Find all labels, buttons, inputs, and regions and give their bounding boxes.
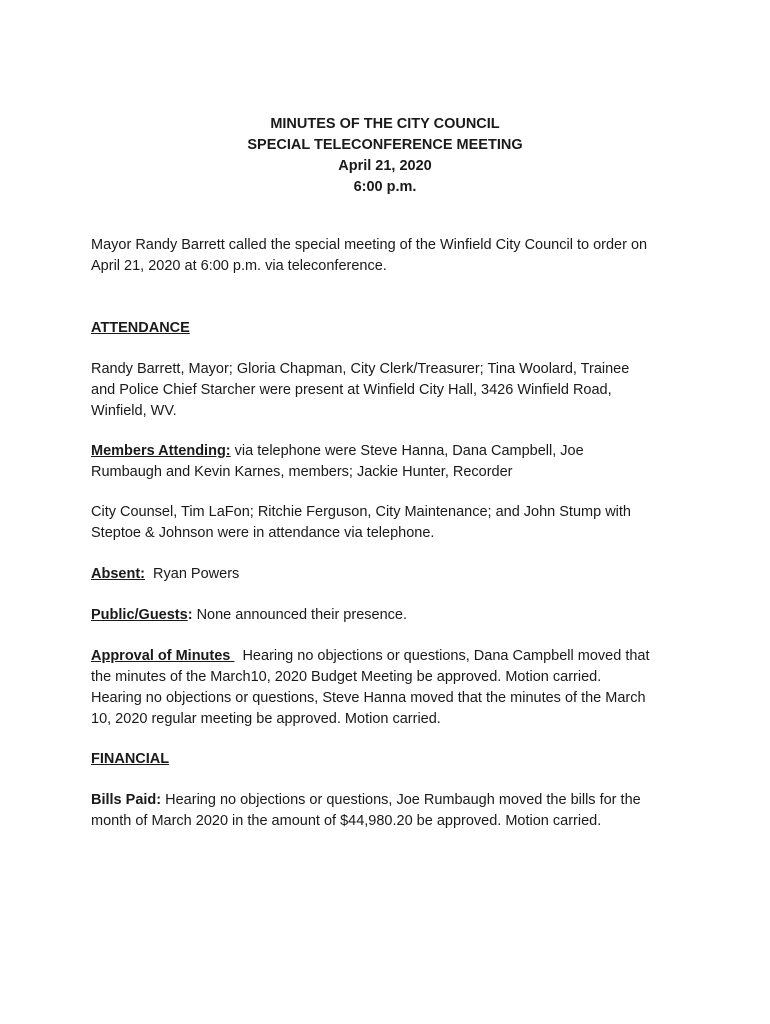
members-line: Rumbaugh and Kevin Karnes, members; Jackie Hunter, Recorder <box>91 464 513 480</box>
absent-text: Ryan Powers <box>144 566 240 582</box>
approval-line: 10, 2020 regular meeting be approved. Motion carried. <box>91 711 441 727</box>
intro-paragraph <box>91 235 691 277</box>
attendance-heading-text: ATTENDANCE <box>91 320 190 336</box>
approval-text: Hearing no objections or questions, Dana Campbell moved that <box>234 648 650 664</box>
approval-line: the minutes of the March10, 2020 Budget Meeting be approved. Motion carried. <box>91 669 602 685</box>
present-line: Winfield, WV. <box>91 403 177 419</box>
header-subtitle: SPECIAL TELECONFERENCE MEETING <box>247 137 523 153</box>
counsel-line: Steptoe & Johnson were in attendance via telephone. <box>91 525 435 541</box>
intro-line: April 21, 2020 at 6:00 p.m. via teleconference. <box>91 258 387 274</box>
approval-line <box>91 646 691 667</box>
bills-paragraph <box>91 790 691 832</box>
public-paragraph <box>91 605 691 626</box>
present-line: and Police Chief Starcher were present at Winfield City Hall, 3426 Winfield Road, <box>91 382 612 398</box>
present-line: Randy Barrett, Mayor; Gloria Chapman, City Clerk/Treasurer; Tina Woolard, Trainee <box>91 361 630 377</box>
absent-paragraph <box>91 564 691 585</box>
bills-line: month of March 2020 in the amount of $44,980.20 be approved. Motion carried. <box>91 813 602 829</box>
public-label: Public/Guests <box>91 607 188 623</box>
attendance-heading <box>91 318 691 339</box>
financial-heading-text: FINANCIAL <box>91 751 170 767</box>
counsel-line: City Counsel, Tim LaFon; Ritchie Ferguson, City Maintenance; and John Stump with <box>91 504 631 520</box>
public-text: None announced their presence. <box>192 607 407 623</box>
members-line <box>91 441 691 462</box>
financial-heading <box>91 749 691 770</box>
header-date: April 21, 2020 <box>338 158 432 174</box>
present-paragraph <box>91 359 691 422</box>
header-title: MINUTES OF THE CITY COUNCIL <box>270 116 500 132</box>
public-colon: : <box>187 607 193 623</box>
bills-line <box>91 790 691 811</box>
approval-label: Approval of Minutes <box>91 648 235 664</box>
counsel-paragraph <box>91 502 691 544</box>
bills-label: Bills Paid: <box>91 792 162 808</box>
approval-line: Hearing no objections or questions, Steve Hanna moved that the minutes of the March <box>91 690 646 706</box>
header-time: 6:00 p.m. <box>353 179 417 195</box>
members-label: Members Attending: <box>91 443 231 459</box>
absent-label: Absent: <box>91 566 145 582</box>
document-header <box>0 114 770 198</box>
members-paragraph <box>91 441 691 483</box>
intro-line: Mayor Randy Barrett called the special meeting of the Winfield City Council to order on <box>91 237 648 253</box>
members-text: via telephone were Steve Hanna, Dana Campbell, Joe <box>230 443 584 459</box>
approval-paragraph <box>91 646 691 730</box>
bills-text: Hearing no objections or questions, Joe Rumbaugh moved the bills for the <box>161 792 641 808</box>
